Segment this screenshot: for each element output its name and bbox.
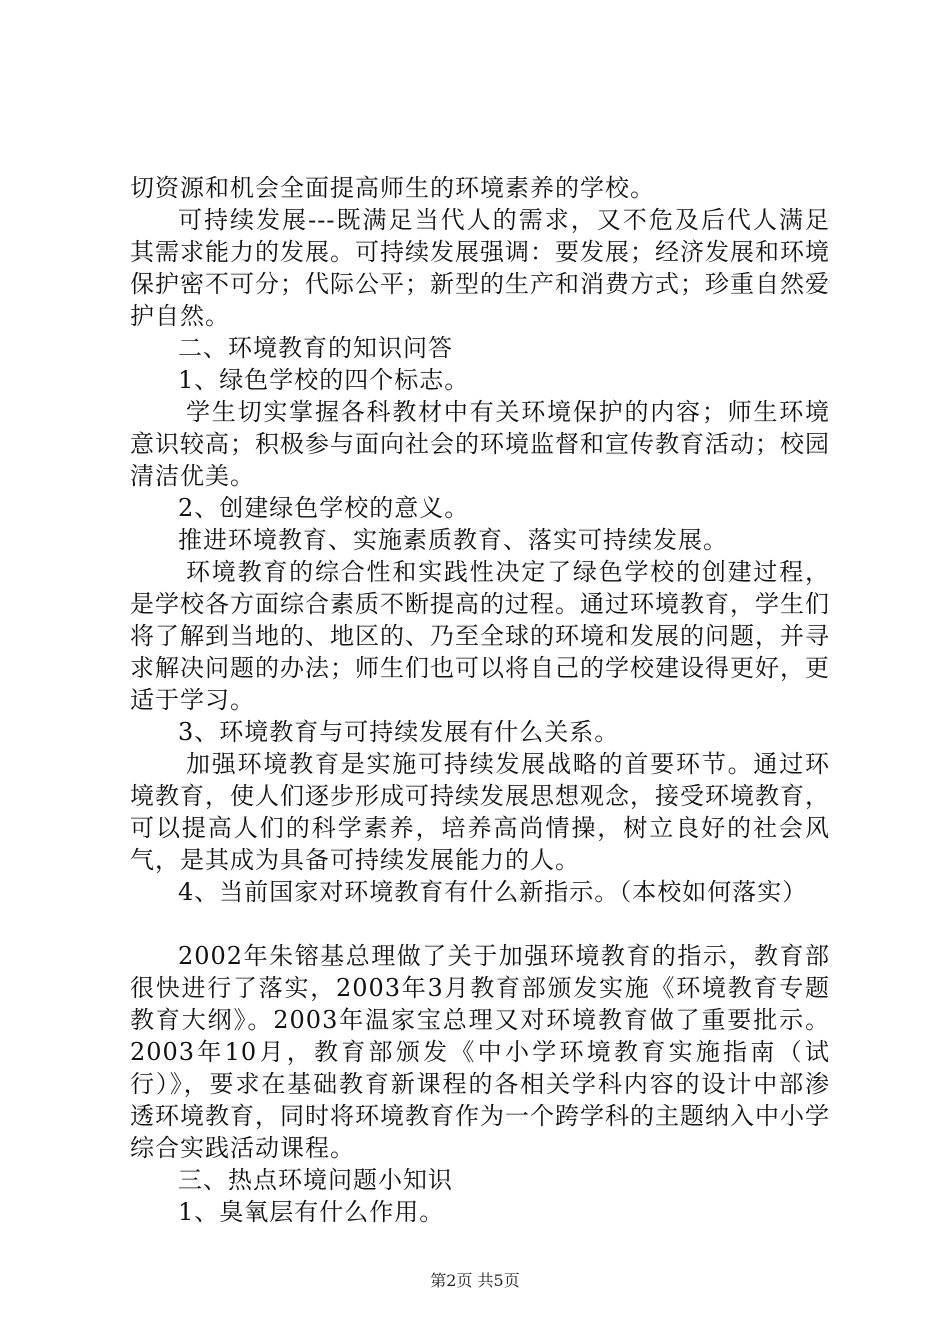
paragraph-environmental-education-process: 环境教育的综合性和实践性决定了绿色学校的创建过程，是学校各方面综合素质不断提高的过程。通过环境教育，学生们将了解到当地的、地区的、乃至全球的环境和发展的问题，并寻求解决问题的办法；师生们也可以将自己的学校建设得更好，更适于学习。	[130, 558, 830, 714]
answer-education-sustainability-relation: 加强环境教育是实施可持续发展战略的首要环节。通过环境教育，使人们逐步形成可持续发展思想观念，接受环境教育，可以提高人们的科学素养，培养高尚情操，树立良好的社会风气，是其成为具备可持续发展能力的人。	[130, 750, 830, 874]
answer-green-school-signs: 学生切实掌握各科教材中有关环境保护的内容；师生环境意识较高；积极参与面向社会的环境监督和宣传教育活动；校园清洁优美。	[130, 398, 830, 490]
answer-national-instructions: 2002年朱镕基总理做了关于加强环境教育的指示，教育部很快进行了落实，2003年3月教育部颁发实施《环境教育专题教育大纲》。2003年温家宝总理又对环境教育做了重要批示。2003年10月，教育部颁发《中小学环境教育实施指南（试行）》，要求在基础教育新课程的各相关学科内容的设计中部渗透环境教育，同时将环境教育作为一个跨学科的主题纳入中小学综合实践活动课程。	[130, 942, 830, 1162]
question-green-school-significance: 2、创建绿色学校的意义。	[178, 494, 470, 522]
section-heading-knowledge-qa: 二、环境教育的知识问答	[178, 334, 453, 362]
blank-line	[130, 908, 830, 940]
paragraph-continuation: 切资源和机会全面提高师生的环境素养的学校。	[130, 174, 655, 202]
answer-green-school-significance: 推进环境教育、实施素质教育、落实可持续发展。	[178, 526, 728, 554]
page-footer: 第2页 共5页	[430, 1271, 520, 1290]
paragraph-sustainable-development-definition: 可持续发展---既满足当代人的需求，又不危及后代人满足其需求能力的发展。可持续发展强调：要发展；经济发展和环境保护密不可分；代际公平；新型的生产和消费方式；珍重自然爱护自然。	[130, 206, 830, 330]
question-ozone-layer: 1、臭氧层有什么作用。	[178, 1198, 445, 1226]
question-education-sustainability-relation: 3、环境教育与可持续发展有什么关系。	[178, 718, 620, 746]
document-body	[130, 172, 830, 1228]
question-national-instructions: 4、当前国家对环境教育有什么新指示。（本校如何落实）	[178, 878, 808, 906]
section-heading-hot-topics: 三、热点环境问题小知识	[178, 1166, 453, 1194]
question-green-school-signs: 1、绿色学校的四个标志。	[178, 366, 470, 394]
